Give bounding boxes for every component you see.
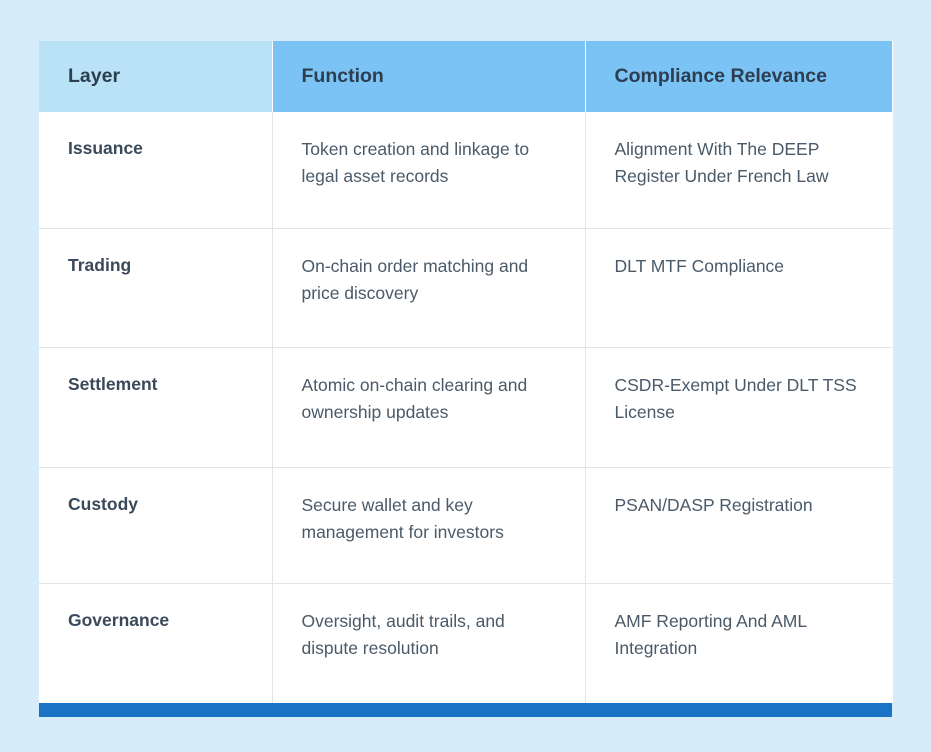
- cell-compliance: [585, 467, 892, 583]
- layer-label: Custody: [68, 493, 138, 514]
- function-text: Token creation and linkage to legal asset records: [301, 139, 530, 187]
- compliance-text: DLT MTF Compliance: [614, 255, 785, 276]
- cell-compliance: [585, 228, 892, 347]
- table-row: [39, 467, 892, 583]
- table-body: [39, 112, 892, 703]
- cell-compliance: [585, 583, 892, 703]
- compliance-text: Alignment With The DEEP Register Under French Law: [614, 139, 829, 187]
- compliance-text: CSDR-Exempt Under DLT TSS License: [614, 374, 857, 422]
- table-row: [39, 583, 892, 703]
- cell-function: [272, 228, 585, 347]
- table-row: [39, 347, 892, 467]
- function-text: Oversight, audit trails, and dispute resolution: [301, 610, 505, 658]
- layer-label: Issuance: [68, 138, 143, 158]
- cell-compliance: [585, 347, 892, 467]
- layer-label: Governance: [68, 609, 170, 630]
- cell-layer: [39, 583, 272, 703]
- cell-function: [272, 583, 585, 703]
- function-text: On-chain order matching and price discovery: [301, 255, 529, 303]
- cell-function: [272, 467, 585, 583]
- column-header-layer: Layer: [39, 41, 272, 112]
- cell-function: [272, 112, 585, 228]
- table-header-row: [39, 41, 892, 112]
- cell-layer: [39, 347, 272, 467]
- function-text: Secure wallet and key management for investors: [301, 494, 504, 542]
- cell-function: [272, 347, 585, 467]
- compliance-text: AMF Reporting And AML Integration: [614, 610, 807, 658]
- column-header-function: Function: [272, 41, 585, 112]
- layer-compliance-table-container: [39, 41, 892, 703]
- layer-label: Trading: [68, 254, 132, 275]
- cell-layer: [39, 228, 272, 347]
- function-text: Atomic on-chain clearing and ownership updates: [301, 374, 528, 422]
- cell-layer: [39, 112, 272, 228]
- compliance-text: PSAN/DASP Registration: [614, 494, 813, 515]
- column-header-compliance-relevance: Compliance Relevance: [585, 41, 892, 112]
- table-header: [39, 41, 892, 112]
- table-row: [39, 228, 892, 347]
- layer-label: Settlement: [68, 373, 158, 394]
- cell-compliance: [585, 112, 892, 228]
- cell-layer: [39, 467, 272, 583]
- layer-compliance-table: [39, 41, 893, 703]
- table-row: [39, 112, 892, 228]
- table-bottom-accent-bar: [39, 703, 892, 717]
